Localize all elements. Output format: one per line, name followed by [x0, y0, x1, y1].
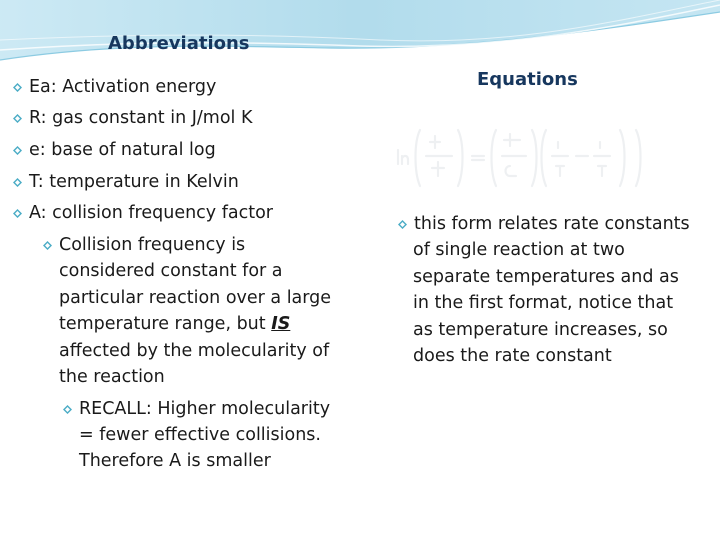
sub-sub-item-line: Therefore A is smaller [79, 451, 271, 471]
diamond-bullet-icon [62, 404, 73, 415]
sub-sub-list-item [62, 396, 330, 423]
abbreviations-heading: Abbreviations [108, 33, 250, 54]
sub-item-line: particular reaction over a large [59, 288, 332, 308]
list-item-text: A: collision frequency factor [29, 203, 273, 223]
diamond-bullet-icon [12, 208, 23, 219]
list-item-text: e: base of natural log [29, 140, 216, 160]
emphasis-text: IS [271, 314, 291, 334]
equation-note-line: does the rate constant [413, 346, 612, 366]
equation-note-line: in the first format, notice that [413, 293, 674, 313]
diamond-bullet-icon [42, 240, 53, 251]
sub-list-item [42, 232, 245, 259]
sub-sub-item-line: = fewer effective collisions. [79, 425, 321, 445]
equation-note-line: of single reaction at two [413, 240, 625, 260]
equation-note-line: as temperature increases, so [413, 320, 668, 340]
arrhenius-equation-image [392, 120, 656, 192]
sub-item-line [59, 311, 290, 338]
sub-item-text: temperature range, but [59, 314, 272, 334]
diamond-bullet-icon [12, 177, 23, 188]
equation-note-line: this form relates rate constants [414, 214, 690, 234]
list-item-text: Ea: Activation energy [29, 77, 217, 97]
list-item-text: T: temperature in Kelvin [29, 172, 239, 192]
sub-item-line: affected by the molecularity of [59, 341, 330, 361]
list-item [12, 137, 216, 164]
list-item-text: R: gas constant in J/mol K [29, 108, 253, 128]
list-item [12, 200, 273, 227]
list-item [12, 169, 239, 196]
diamond-bullet-icon [12, 145, 23, 156]
equation-note-item [397, 211, 690, 238]
diamond-bullet-icon [397, 219, 408, 230]
equations-heading: Equations [477, 69, 578, 90]
sub-item-line: the reaction [59, 367, 165, 387]
equation-note-line: separate temperatures and as [413, 267, 679, 287]
sub-sub-item-line: RECALL: Higher molecularity [79, 399, 331, 419]
list-item [12, 105, 252, 132]
diamond-bullet-icon [12, 113, 23, 124]
diamond-bullet-icon [12, 82, 23, 93]
list-item [12, 74, 216, 101]
sub-item-line: considered constant for a [59, 261, 283, 281]
sub-item-line: Collision frequency is [59, 235, 246, 255]
